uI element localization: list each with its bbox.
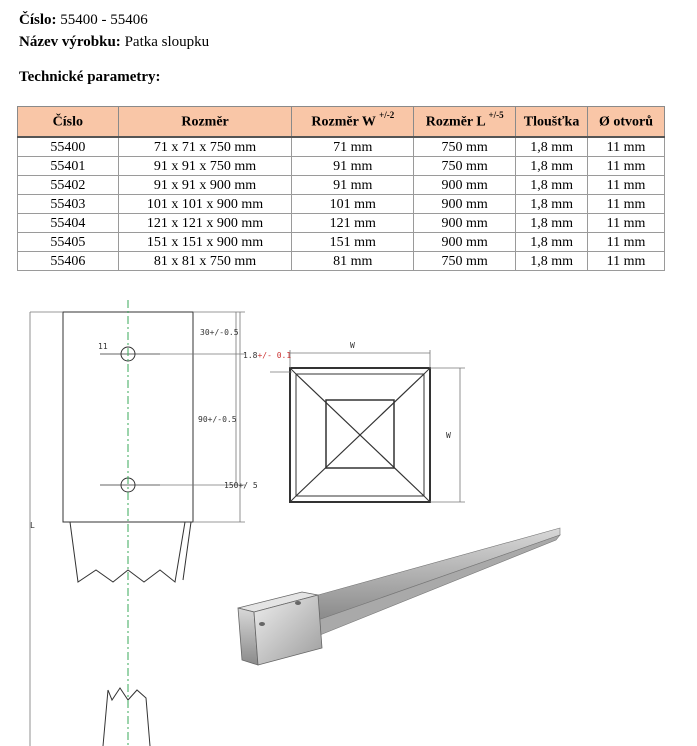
dim-top-label: 30+/-0.5: [200, 328, 239, 337]
width-side-label: W: [446, 431, 451, 440]
spec-table: [17, 106, 665, 271]
product-name-value: Patka sloupku: [120, 34, 210, 50]
cell: 55400: [18, 137, 119, 157]
cell: 11 mm: [588, 195, 665, 214]
cell: 1,8 mm: [516, 157, 588, 176]
col-header-rozmer-l: Rozměr L $^{+/-5}$: [414, 107, 516, 138]
spike-tip: [103, 688, 150, 746]
table-header-row: [18, 107, 665, 138]
cell: 900 mm: [414, 214, 516, 233]
cell: 900 mm: [414, 233, 516, 252]
cell: 55404: [18, 214, 119, 233]
cell: 1,8 mm: [516, 176, 588, 195]
cell: 91 mm: [292, 176, 414, 195]
cell: 151 mm: [292, 233, 414, 252]
table-row: [18, 214, 665, 233]
cell: 71 x 71 x 750 mm: [118, 137, 292, 157]
cell: 11 mm: [588, 252, 665, 271]
col-header-otvory: Ø otvorů: [588, 107, 665, 138]
col-header-rozmer: Rozměr: [118, 107, 292, 138]
col-header-rozmer-w: Rozměr W $^{+/-2}$: [292, 107, 414, 138]
dim-bottom-label: 150+/ 5: [224, 481, 258, 490]
table-row: [18, 252, 665, 271]
thickness-label: 1.8+/- 0.1: [243, 351, 292, 360]
table-row: [18, 157, 665, 176]
cell: 1,8 mm: [516, 252, 588, 271]
cell: 1,8 mm: [516, 137, 588, 157]
cell: 151 x 151 x 900 mm: [118, 233, 292, 252]
cell: 81 mm: [292, 252, 414, 271]
product-name-line: [19, 33, 209, 51]
side-view-drawing: [30, 312, 245, 746]
hole-diameter-label: 11: [98, 342, 108, 351]
cell: 11 mm: [588, 137, 665, 157]
cell: 1,8 mm: [516, 195, 588, 214]
cell: 11 mm: [588, 214, 665, 233]
cell: 750 mm: [414, 157, 516, 176]
cell: 900 mm: [414, 195, 516, 214]
cell: 101 x 101 x 900 mm: [118, 195, 292, 214]
product-number-label: Číslo:: [19, 12, 57, 28]
cell: 1,8 mm: [516, 233, 588, 252]
table-row: [18, 137, 665, 157]
col-header-cislo: Číslo: [18, 107, 119, 138]
cell: 11 mm: [588, 176, 665, 195]
section-title: Technické parametry:: [19, 69, 161, 85]
width-top-label: W: [350, 341, 355, 350]
cell: 55402: [18, 176, 119, 195]
cell: 101 mm: [292, 195, 414, 214]
cell: 55405: [18, 233, 119, 252]
cell: 55406: [18, 252, 119, 271]
cell: 91 mm: [292, 157, 414, 176]
cell: 91 x 91 x 750 mm: [118, 157, 292, 176]
product-photo: [238, 528, 560, 665]
table-row: [18, 176, 665, 195]
product-number-line: [19, 11, 148, 29]
cell: 750 mm: [414, 137, 516, 157]
product-name-label: Název výrobku:: [19, 34, 121, 50]
cell: 11 mm: [588, 157, 665, 176]
dim-mid-label: 90+/-0.5: [198, 415, 237, 424]
cell: 750 mm: [414, 252, 516, 271]
cell: 55403: [18, 195, 119, 214]
cell: 81 x 81 x 750 mm: [118, 252, 292, 271]
col-header-tloustka: Tloušťka: [516, 107, 588, 138]
cell: 91 x 91 x 900 mm: [118, 176, 292, 195]
top-view-drawing: [270, 350, 465, 502]
cell: 1,8 mm: [516, 214, 588, 233]
cell: 121 x 121 x 900 mm: [118, 214, 292, 233]
technical-drawing: [0, 290, 697, 746]
cell: 121 mm: [292, 214, 414, 233]
table-row: [18, 195, 665, 214]
cell: 900 mm: [414, 176, 516, 195]
cell: 11 mm: [588, 233, 665, 252]
length-label: L: [30, 521, 35, 530]
cell: 71 mm: [292, 137, 414, 157]
spike-edge: [183, 522, 191, 580]
cell: 55401: [18, 157, 119, 176]
table-row: [18, 233, 665, 252]
product-number-value: 55400 - 55406: [56, 12, 148, 28]
